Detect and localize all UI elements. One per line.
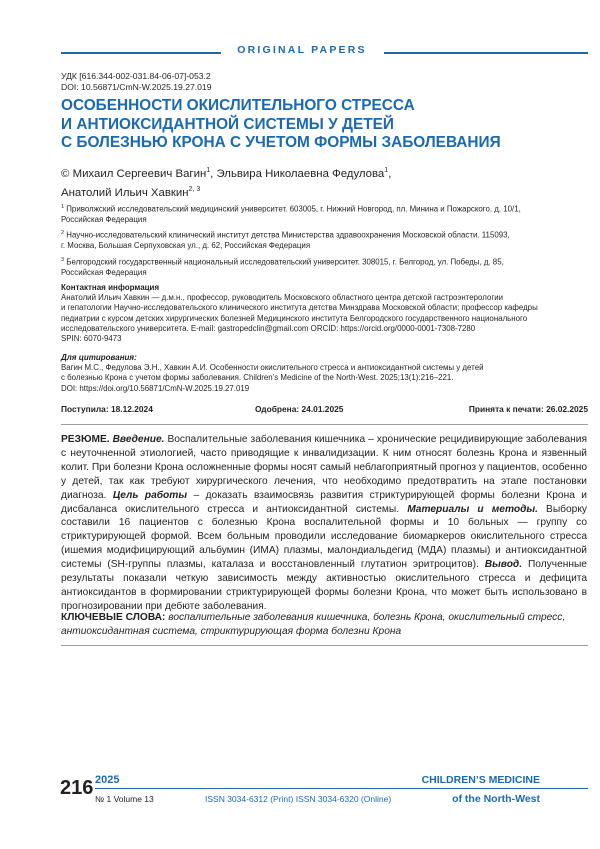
author-name: Анатолий Ильич Хавкин — [61, 186, 189, 199]
abstract — [61, 433, 587, 614]
page-number: 216 — [60, 777, 94, 799]
author-list: © Михаил Сергеевич Вагин$^1$, Эльвира Николаевна Федулова$^1$, Анатолий Ильич Хавкин$^{2, 3}$ — [61, 167, 392, 199]
keywords-text: воспалительные заболевания кишечника, болезнь Крона, окислительный стресс, антиоксидантная система, стриктурирующая форма болезни Крона — [61, 612, 566, 637]
keywords-divider — [61, 645, 588, 646]
citation-doi-link[interactable]: DOI: https://doi.org/10.56871/CmN-W.2025.19.27.019 — [61, 383, 250, 393]
affiliation-text-cont: Российская Федерация — [61, 267, 147, 277]
accepted-date: Принята к печати: 26.02.2025 — [468, 404, 588, 414]
author-name: Эльвира Николаевна Федулова — [216, 167, 385, 180]
author-affiliation-ref: 1 — [206, 167, 211, 174]
author-affiliation-ref: 2, 3 — [188, 185, 201, 193]
copyright-sign: © — [61, 167, 70, 180]
affiliation — [61, 202, 561, 225]
aim-label: Цель работы — [112, 489, 188, 501]
section-label: ORIGINAL PAPERS — [222, 44, 382, 56]
affiliation-number: 3 — [61, 257, 65, 263]
methods-text: Выборку составили 16 пациентов с болезнью Крона воспалительной формы и 10 больных — группу со стриктурирующей формой. Всем больным проводили исследование биомаркеров окислительного стресса (ишемия модифицирующий альбумин (ИМА) плазмы, малондиальдегид (МДА) плазмы) и антиоксидантной системы (SH-группы плазмы, каталаза и восстановленный глутатион эритроцитов). — [61, 503, 587, 571]
header-rule-left — [61, 52, 221, 54]
contact-line: исследовательского университета. E-mail: gastropedclin@gmail.com ORCID: https://orcid.org/0000-0001-7308-7280 — [61, 323, 476, 333]
contact-info — [61, 293, 586, 344]
intro-label: Введение. — [112, 434, 165, 445]
doi-code: DOI: 10.56871/CmN-W.2025.19.27.019 — [61, 82, 212, 92]
methods-label: Материалы и методы. — [407, 503, 538, 515]
citation-text — [61, 363, 586, 394]
contact-line: и гепатологии Научно-исследовательского клинического института детства Минздрава Московской области; профессор кафедры — [61, 303, 538, 313]
citation-line: Вагин М.С., Федулова Э.Н., Хавкин А.И. Особенности окислительного стресса и антиоксидантной системы у детей — [61, 363, 484, 372]
title-line-3: С БОЛЕЗНЬЮ КРОНА С УЧЕТОМ ФОРМЫ ЗАБОЛЕВАНИЯ — [61, 134, 501, 151]
affiliation-number: 1 — [61, 204, 65, 210]
affiliation-text: Научно-исследовательский клинический институт детства Министерства здравоохранения Московской области. 115093, — [66, 230, 510, 240]
citation-heading: Для цитирования: — [61, 353, 137, 362]
udk-code: УДК [616.344-002-031.84-06-07]-053.2 — [61, 71, 211, 81]
journal-name: CHILDREN’S MEDICINE — [421, 774, 540, 786]
title-line-2: И АНТИОКСИДАНТНОЙ СИСТЕМЫ У ДЕТЕЙ — [61, 115, 394, 133]
approved-date: Одобрена: 24.01.2025 — [255, 404, 344, 414]
contact-line: Анатолий Ильич Хавкин — д.м.н., профессор, руководитель Московского областного центра детской гастроэнтерологии — [61, 293, 504, 302]
contact-heading: Контактная информация — [61, 283, 160, 292]
author-name: Михаил Сергеевич Вагин — [72, 167, 207, 180]
intro-text: Воспалительные заболевания кишечника – хронические рецидивирующие заболевания с неуточненной этиологией, часто приводящие к инвалидизации. К ним относят болезнь Крона и язвенный колит. При болезни Крона осложненные формы носят самый неблагоприятный прогноз у пациентов, особенно у детей, так как требуют хирургического лечения, что необходимо предотвратить на этапе постановки диагноза. — [61, 434, 587, 501]
keywords-label: КЛЮЧЕВЫЕ СЛОВА: — [61, 612, 166, 623]
contact-line: SPIN: 6070-9473 — [61, 334, 122, 344]
article-title — [61, 97, 551, 153]
dates-divider — [61, 424, 588, 425]
footer-issue: № 1 Volume 13 — [95, 794, 154, 804]
contact-line: педиатрии с курсом детских хирургических болезней Медицинского института Белгородского государственного национального — [61, 313, 528, 323]
affiliation-text-cont: Российская Федерация — [61, 214, 147, 224]
abstract-label: РЕЗЮМЕ. — [61, 434, 110, 445]
footer-year: 2025 — [95, 774, 120, 786]
affiliation — [61, 228, 561, 251]
title-line-1: ОСОБЕННОСТИ ОКИСЛИТЕЛЬНОГО СТРЕССА — [61, 97, 415, 114]
affiliation — [61, 255, 561, 278]
affiliation-number: 2 — [61, 230, 65, 236]
affiliation-text: Белгородский государственный национальный исследовательский университет. 308015, г. Белгород, ул. Победы, д. 85, — [66, 257, 504, 267]
footer-rule — [95, 788, 588, 789]
affiliation-text-cont: г. Москва, Большая Серпуховская ул., д. 62, Российская Федерация — [61, 240, 311, 250]
conclusion-text: Полученные результаты показали четкую зависимость между активностью окислительного стресса и дефицита антиоксидантов в формировании стриктурирующей формы болезни Крона, что может быть использовано в прогнозировании при дебюте заболевания. — [61, 559, 587, 612]
citation-line: с болезнью Крона с учетом формы заболевания. Children’s Medicine of the North-West. 2025;13(1):216–221. — [61, 373, 454, 383]
author-affiliation-ref: 1 — [384, 167, 389, 174]
header-rule-right — [384, 52, 588, 54]
journal-name-sub: of the North-West — [452, 793, 540, 805]
conclusion-label: Вывод. — [484, 559, 523, 571]
footer-issn: ISSN 3034-6312 (Print) ISSN 3034-6320 (Online) — [205, 794, 392, 804]
affiliation-text: Приволжский исследовательский медицинский университет. 603005, г. Нижний Новгород, пл. Минина и Пожарского, д. 10/1, — [66, 204, 521, 214]
keywords — [61, 611, 587, 639]
aim-text: – доказать взаимосвязь развития стриктурирующей формы болезни Крона и дисбаланса окислительного стресса и антиоксидантной системы. — [61, 489, 587, 515]
received-date: Поступила: 18.12.2024 — [61, 404, 153, 414]
